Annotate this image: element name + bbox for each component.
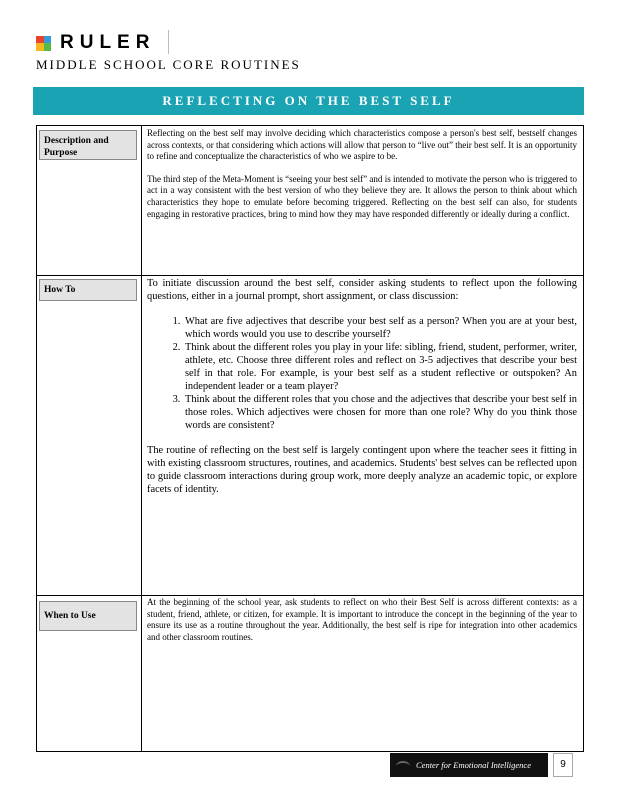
page-number: 9	[553, 753, 573, 777]
ruler-logo	[36, 32, 155, 54]
row-label-description: Description and Purpose	[39, 130, 137, 160]
logo-square-green	[44, 43, 52, 51]
section-title: REFLECTING ON THE BEST SELF	[162, 93, 455, 108]
when-to-use-content	[147, 597, 577, 654]
document-subtitle: MIDDLE SCHOOL CORE ROUTINES	[36, 57, 301, 72]
question-item: 1. What are five adjectives that describe your best self as a person? When you are at your best, which words would you use to describe yourself?	[183, 315, 577, 341]
section-banner	[33, 87, 584, 115]
how-to-content	[147, 277, 577, 508]
description-paragraph: The third step of the Meta-Moment is “seeing your best self” and is intended to motivate the person who is triggered to act in a way consistent with the best version of who they believe they are. It allows the person to think about which characteristics they hope to emulate before becoming triggered. Reflecting on the best self can also, for students engaging in restorative practices, bring to mind how they may have responded differently or ideally during a conflict.	[147, 173, 577, 219]
description-paragraph: Reflecting on the best self may involve deciding which characteristics compose a person's best self, bestself changes across contexts, or that considering which actions will allow that person to “live out” their best self. It is an opportunity to refine and conceptualize the characteristics of who we aspire to be.	[147, 128, 577, 162]
logo-square-blue	[44, 36, 52, 44]
row-label-when-to-use: When to Use	[39, 601, 137, 631]
question-item: 3. Think about the different roles that you chose and the adjectives that describe your best self in those roles. Which adjectives were chosen for more than one role? Why do you think those words are consistent?	[183, 393, 577, 432]
how-to-closing: The routine of reflecting on the best self is largely contingent upon where the teacher sees it fitting in with existing classroom structures, routines, and academics. Students' best selves can be reflected upon to guide classroom interactions during group work, more deeply analyze an academic topic, or explore facets of identity.	[147, 445, 577, 495]
ruler-logo-icon	[36, 36, 51, 51]
logo-divider	[168, 30, 169, 54]
logo-square-yellow	[36, 43, 44, 51]
logo-square-red	[36, 36, 44, 44]
how-to-intro: To initiate discussion around the best self, consider asking students to reflect upon the following questions, either in a journal prompt, short assignment, or class discussion:	[147, 278, 577, 302]
row-how-to	[37, 275, 583, 596]
routine-table	[36, 125, 584, 752]
question-list	[147, 315, 577, 432]
logo-text: RULER	[60, 32, 156, 53]
when-to-use-paragraph: At the beginning of the school year, ask students to reflect on who their Best Self is across different contexts: as a student, friend, athlete, or citizen, for example. It is important to introduce the concept in the beginning of the year to ensure its use as a routine throughout the year. Additionally, the best self is ripe for integration into other academics and other classroom routines.	[147, 597, 577, 642]
center-logo-icon	[396, 761, 410, 771]
question-item: 2. Think about the different roles you play in your life: sibling, friend, student, performer, writer, athlete, etc. Choose three different roles and reflect on 3-5 adjectives that describe your best self in that role. For example, is your best self as a student reflective or outspoken? An independent leader or a team player?	[183, 341, 577, 393]
row-description	[37, 126, 583, 276]
row-label-how-to: How To	[39, 279, 137, 301]
description-content	[147, 128, 577, 231]
footer-text: Center for Emotional Intelligence	[416, 760, 531, 770]
row-when-to-use	[37, 595, 583, 751]
footer-bar	[390, 753, 548, 777]
